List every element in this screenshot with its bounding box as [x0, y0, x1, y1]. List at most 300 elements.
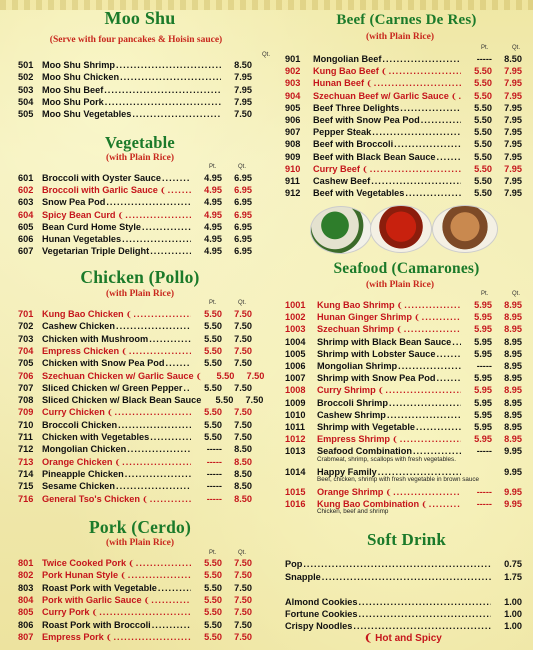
item-name: Kung Bao Combination [317, 499, 420, 509]
dot-leader [127, 443, 191, 455]
item-name: Sliced Chicken w/ Black Bean Sauce [42, 395, 202, 406]
chili-icon: ❨ [121, 346, 128, 356]
chili-icon: ❨ [396, 301, 404, 310]
dot-leader [116, 59, 221, 71]
menu-item [18, 606, 252, 618]
price-pint: 5.50 [474, 78, 492, 89]
dot-leader [385, 384, 461, 396]
dot-leader [398, 360, 461, 372]
item-name: Beef with Vegetables [313, 188, 405, 199]
item-number: 902 [285, 66, 301, 77]
dot-leader [125, 468, 191, 480]
col-head-pt: Pt. [481, 291, 489, 297]
price-pint: 5.50 [474, 66, 492, 77]
chili-icon: ❨ [396, 325, 403, 335]
item-name: Beef with Broccoli [313, 139, 394, 150]
menu-item [18, 209, 252, 221]
item-number: 1002 [285, 312, 306, 323]
price-quart: 7.50 [234, 345, 252, 356]
item-number: 601 [18, 173, 34, 183]
price-quart: 7.50 [246, 370, 265, 381]
dot-leader [183, 382, 191, 394]
price-pint: 4.95 [204, 173, 222, 183]
item-name: Kung Bao Shrimp [317, 300, 395, 310]
price-quart: 8.50 [234, 481, 252, 492]
dot-leader [389, 397, 461, 409]
section-title-pork: Pork (Cerdo) [88, 517, 192, 537]
menu-item [285, 323, 522, 335]
item-number: 1007 [285, 373, 306, 384]
price-quart: 7.95 [504, 102, 522, 113]
item-name: Moo Shu Beef [42, 84, 104, 95]
chili-icon: ❨ [361, 164, 369, 174]
price-pint: 5.50 [204, 607, 222, 618]
price-quart: 8.50 [234, 444, 252, 455]
dot-leader [115, 406, 191, 418]
price-pint: 5.50 [215, 395, 234, 406]
item-name: Happy Family [317, 466, 377, 477]
item-name: Moo Shu Chicken [42, 72, 120, 83]
item-number: 1011 [285, 422, 305, 432]
item-number: 1013 [285, 446, 306, 457]
item-name: Beef with Snow Pea Pod [313, 115, 420, 125]
item-name: Broccoli with Garlic Sauce [42, 185, 158, 196]
item-number: 706 [18, 370, 34, 381]
price: 1.00 [504, 621, 522, 632]
dot-leader [166, 357, 191, 369]
price-quart: 7.95 [234, 72, 252, 83]
item-number: 803 [18, 582, 34, 593]
price-quart: 7.50 [234, 333, 252, 344]
item-name: Mongolian Chicken [42, 444, 127, 455]
price: 1.00 [504, 597, 522, 607]
price-pint: ----- [476, 54, 492, 64]
price-quart: 8.50 [234, 60, 252, 70]
price-quart: 7.95 [504, 115, 522, 125]
item-number: 708 [18, 395, 34, 406]
menu-item [18, 480, 252, 492]
dot-leader [437, 151, 461, 163]
dot-leader [122, 233, 191, 245]
item-number: 702 [18, 321, 34, 332]
menu-item [18, 631, 252, 643]
item-number: 804 [18, 594, 34, 605]
item-name: Almond Cookies [285, 597, 358, 607]
price-quart: 7.95 [504, 139, 522, 150]
price-pint: 5.95 [474, 434, 492, 445]
price-quart: 7.95 [504, 176, 522, 186]
item-name: Curry Pork [42, 607, 90, 618]
item-number: 709 [18, 407, 34, 418]
menu-item [285, 421, 522, 433]
item-number: 901 [285, 54, 301, 64]
item-name: Pop [285, 559, 303, 569]
menu-item [18, 394, 264, 406]
menu-item [18, 493, 252, 505]
price: 0.75 [504, 559, 522, 569]
item-name: Broccoli with Oyster Sauce [42, 173, 161, 183]
menu-item [18, 468, 252, 480]
price-pint: 5.50 [204, 619, 222, 630]
menu-item [285, 433, 522, 445]
price-pint: 4.95 [204, 234, 222, 244]
item-name: General Tso's Chicken [42, 493, 141, 504]
price-quart: 8.95 [504, 385, 522, 396]
price-pint: 5.50 [204, 321, 222, 332]
item-number: 714 [18, 468, 34, 479]
price-quart: 7.50 [234, 407, 252, 418]
price-quart: 9.95 [504, 486, 522, 497]
price-pint: ----- [476, 499, 492, 509]
price-quart: 8.95 [504, 422, 522, 432]
item-number: 1004 [285, 336, 306, 347]
item-name: Pineapple Chicken [42, 468, 124, 479]
dot-leader [393, 486, 461, 498]
item-name: Spicy Bean Curd [42, 209, 116, 220]
menu-item [285, 372, 522, 384]
item-name: Cashew Shrimp [317, 409, 386, 420]
item-number: 1003 [285, 324, 306, 335]
price-pint: 4.95 [204, 209, 222, 220]
item-number: 602 [18, 185, 34, 196]
col-head-qt: Qt. [512, 45, 521, 51]
price-pint: 5.95 [474, 336, 492, 347]
menu-item [285, 360, 522, 372]
price-quart: 6.95 [234, 185, 252, 196]
item-name: Empress Shrimp [317, 434, 391, 445]
menu-item [18, 245, 252, 257]
section-title-chicken: Chicken (Pollo) [80, 267, 200, 287]
price-pint: 5.50 [204, 432, 222, 442]
price-quart: 7.50 [234, 594, 252, 605]
item-name: Broccoli Shrimp [317, 397, 388, 408]
item-number: 501 [18, 60, 34, 70]
price-quart: 7.50 [234, 309, 252, 319]
item-number: 911 [285, 176, 300, 186]
menu-item [285, 299, 522, 311]
item-name: Moo Shu Vegetables [42, 109, 132, 120]
menu-item [285, 187, 522, 199]
item-name: Shrimp with Black Bean Sauce [317, 336, 452, 347]
item-number: 1006 [285, 361, 306, 371]
price-quart: 7.50 [234, 432, 252, 442]
item-name: Kung Bao Beef [313, 66, 379, 77]
dot-leader [118, 419, 191, 431]
price-pint: 5.95 [474, 324, 492, 335]
dot-leader [129, 345, 191, 357]
item-name: Beef with Black Bean Sauce [313, 151, 436, 162]
price-pint: 4.95 [204, 185, 222, 196]
price-quart: 7.95 [504, 127, 522, 138]
menu-item [285, 348, 522, 360]
section-title-seafood: Seafood (Camarones) [333, 260, 480, 277]
dot-leader [372, 126, 461, 138]
item-name: Cashew Chicken [42, 321, 116, 332]
price-pint: 5.95 [474, 409, 492, 420]
price-quart: 7.95 [504, 66, 522, 77]
price-quart: 7.50 [234, 321, 252, 332]
dot-leader [116, 480, 191, 492]
item-number: 607 [18, 246, 34, 257]
price-pint: 5.50 [204, 345, 222, 356]
chili-icon: ❨ [380, 67, 388, 77]
price-quart: 8.95 [504, 336, 522, 347]
item-number: 701 [18, 309, 34, 319]
price-pint: 5.50 [204, 358, 222, 369]
item-number: 912 [285, 188, 301, 199]
price-pint: ----- [206, 493, 222, 504]
item-number: 710 [18, 419, 34, 430]
item-number: 907 [285, 127, 301, 138]
menu-item [285, 336, 522, 348]
price-pint: 5.50 [204, 558, 222, 568]
menu-item [18, 221, 252, 233]
price-quart: 7.50 [234, 382, 252, 393]
dot-leader [104, 84, 221, 96]
menu-item [285, 486, 522, 498]
item-name: Roast Pork with Vegetable [42, 582, 157, 593]
price-pint: 5.50 [204, 631, 222, 642]
item-number: 705 [18, 358, 34, 369]
price-quart: 9.95 [504, 499, 522, 509]
item-number: 1009 [285, 397, 306, 408]
menu-item [285, 65, 522, 77]
dot-leader [370, 163, 461, 175]
price-quart: 6.95 [234, 209, 252, 220]
item-name: Szechuan Chicken w/ Garlic Sauce [42, 370, 194, 381]
dot-leader [359, 608, 492, 620]
item-name: Bean Curd Home Style [42, 221, 142, 232]
col-head-qt: Qt. [262, 52, 271, 58]
dot-leader [150, 493, 191, 505]
dot-leader [405, 187, 461, 199]
dot-leader [150, 245, 191, 257]
section-subtitle-moo-shu: (Serve with four pancakes & Hoisin sauce) [49, 35, 223, 45]
price-pint: 5.95 [474, 385, 492, 396]
col-head-pt: Pt. [209, 300, 217, 306]
price-quart: 8.50 [234, 468, 252, 479]
dot-leader [122, 456, 191, 468]
price-quart: 7.50 [234, 419, 252, 430]
chili-icon: ❨ [413, 313, 421, 323]
dot-leader [105, 96, 221, 108]
menu-item [18, 108, 252, 120]
item-number: 1015 [285, 486, 306, 497]
item-name: Seafood Combination [317, 446, 412, 457]
price-pint: 5.95 [474, 373, 492, 384]
price-quart: 8.95 [504, 324, 522, 335]
item-name: Hunan Beef [313, 78, 365, 89]
price: 1.75 [504, 571, 522, 582]
item-name: Chicken with Mushroom [42, 333, 149, 344]
chili-icon: ❨ [377, 386, 385, 396]
section-title-vegetable: Vegetable [105, 133, 175, 152]
price-quart: 8.95 [504, 300, 522, 310]
item-number: 1005 [285, 348, 306, 359]
price-pint: 5.50 [474, 151, 492, 162]
item-name: Curry Shrimp [317, 385, 376, 396]
item-number: 909 [285, 151, 301, 162]
section-title-soft-drink: Soft Drink [367, 530, 446, 549]
price-pint: ----- [476, 446, 492, 457]
item-number: 711 [18, 432, 33, 442]
price-quart: 9.95 [504, 466, 522, 477]
item-number: 712 [18, 444, 34, 455]
price-quart: 8.95 [504, 312, 522, 323]
price-pint: ----- [206, 468, 222, 479]
menu-item [18, 419, 252, 431]
item-name: Szechuan Shrimp [317, 324, 395, 335]
item-number: 505 [18, 109, 34, 120]
item-number: 908 [285, 139, 301, 150]
price-pint: 5.50 [204, 419, 222, 430]
col-head-qt: Qt. [238, 164, 247, 170]
item-number: 1010 [285, 409, 306, 420]
item-name: Shrimp with Vegetable [317, 422, 416, 432]
price-quart: 6.95 [234, 221, 252, 232]
chili-icon: ❨ [125, 310, 133, 319]
item-number: 704 [18, 345, 34, 356]
item-name: Szechuan Beef w/ Garlic Sauce [313, 90, 449, 101]
section-subtitle-seafood: (with Plain Rice) [365, 280, 435, 290]
item-name: Moo Shu Shrimp [42, 60, 115, 70]
item-number: 1008 [285, 385, 306, 396]
item-number: 605 [18, 221, 34, 232]
price-quart: 8.50 [234, 456, 252, 467]
dot-leader [382, 53, 461, 65]
dot-leader [152, 619, 191, 631]
section-title-beef: Beef (Carnes De Res) [336, 12, 477, 28]
chili-icon: ❨ [159, 186, 167, 196]
menu-item [18, 71, 252, 83]
item-name: Roast Pork with Broccoli [42, 619, 151, 630]
price-quart: 7.95 [234, 96, 252, 107]
dot-leader [120, 71, 221, 83]
item-number: 502 [18, 72, 34, 83]
menu-item [285, 114, 522, 126]
chili-icon: ❨ [117, 210, 125, 220]
item-name: Chicken with Vegetables [42, 432, 150, 442]
price-quart: 7.95 [504, 78, 522, 89]
dot-leader [158, 582, 191, 594]
col-head-pt: Pt. [209, 164, 217, 170]
dot-leader [149, 333, 191, 345]
menu-item [285, 163, 522, 175]
chili-icon: ❨ [385, 487, 393, 497]
item-number: 503 [18, 84, 34, 95]
price-pint: 5.50 [204, 382, 222, 393]
menu-item [18, 196, 252, 208]
col-head-qt: Qt. [238, 550, 247, 556]
dot-leader [353, 620, 491, 632]
price: 1.00 [504, 609, 522, 620]
item-name: Vegetarian Triple Delight [42, 246, 150, 257]
menu-item [18, 582, 252, 594]
item-number: 604 [18, 209, 34, 220]
price-quart: 8.95 [504, 348, 522, 359]
col-head-qt: Qt. [238, 300, 247, 306]
price-quart: 7.50 [234, 582, 252, 593]
menu-item [285, 596, 522, 608]
price-pint: 5.95 [474, 397, 492, 408]
price-quart: 7.95 [504, 163, 522, 174]
price-pint: 5.50 [204, 309, 222, 319]
section-subtitle-pork: (with Plain Rice) [105, 538, 175, 548]
menu-item [18, 84, 252, 96]
item-name: Twice Cooked Pork [42, 558, 127, 568]
chili-icon: ❨ [91, 608, 99, 618]
item-name: Empress Chicken [42, 345, 120, 356]
price-quart: 6.95 [234, 234, 252, 244]
item-name: Broccoli Chicken [42, 419, 118, 430]
price-pint: 5.50 [204, 333, 222, 344]
menu-item [18, 370, 265, 382]
menu-item [18, 406, 252, 418]
item-name: Kung Bao Chicken [42, 309, 124, 319]
menu-item [18, 431, 252, 443]
section-subtitle-beef: (with Plain Rice) [365, 32, 435, 42]
price-quart: 8.95 [504, 373, 522, 384]
menu-item [285, 138, 522, 150]
item-description: Beef, chicken, shrimp with fresh vegetable in brown sauce [317, 475, 480, 483]
item-name: Snapple [285, 571, 321, 582]
item-number: 1012 [285, 434, 306, 445]
item-number: 1016 [285, 499, 306, 509]
item-number: 807 [18, 631, 34, 642]
price-pint: 5.50 [474, 188, 492, 199]
price-quart: 7.95 [504, 188, 522, 199]
item-name: Beef Three Delights [313, 102, 400, 113]
chili-icon: ❨ [195, 371, 203, 381]
dot-leader [374, 77, 461, 89]
item-number: 504 [18, 96, 34, 107]
menu-item [18, 184, 252, 196]
price-quart: 8.95 [504, 434, 522, 445]
menu-item [18, 345, 252, 357]
dot-leader [459, 90, 461, 102]
item-name: Orange Chicken [42, 456, 113, 467]
menu-item [18, 357, 252, 369]
dot-leader [404, 299, 461, 311]
menu-item [285, 53, 522, 65]
dot-leader [114, 631, 192, 643]
price-quart: 7.50 [234, 631, 252, 642]
item-number: 1001 [285, 300, 306, 310]
item-number: 805 [18, 607, 34, 618]
item-name: Shrimp with Snow Pea Pod [317, 373, 436, 384]
menu-item [285, 558, 522, 570]
chili-icon: ❨ [450, 91, 458, 101]
menu-item [285, 311, 522, 323]
item-number: 904 [285, 90, 301, 101]
dot-leader [168, 184, 191, 196]
dot-leader [421, 114, 461, 126]
item-name: Crispy Noodles [285, 621, 353, 632]
menu-item [285, 620, 522, 632]
menu-item [285, 102, 522, 114]
item-name: Fortune Cookies [285, 609, 358, 620]
dot-leader [303, 558, 491, 570]
menu-item [18, 59, 252, 71]
item-number: 801 [18, 558, 34, 568]
dot-leader [416, 421, 461, 433]
item-number: 1014 [285, 466, 306, 477]
menu-item [18, 96, 252, 108]
price-pint: 4.95 [204, 221, 222, 232]
col-head-pt: Pt. [209, 550, 217, 556]
section-subtitle-vegetable: (with Plain Rice) [105, 153, 175, 163]
menu-item [285, 151, 522, 163]
